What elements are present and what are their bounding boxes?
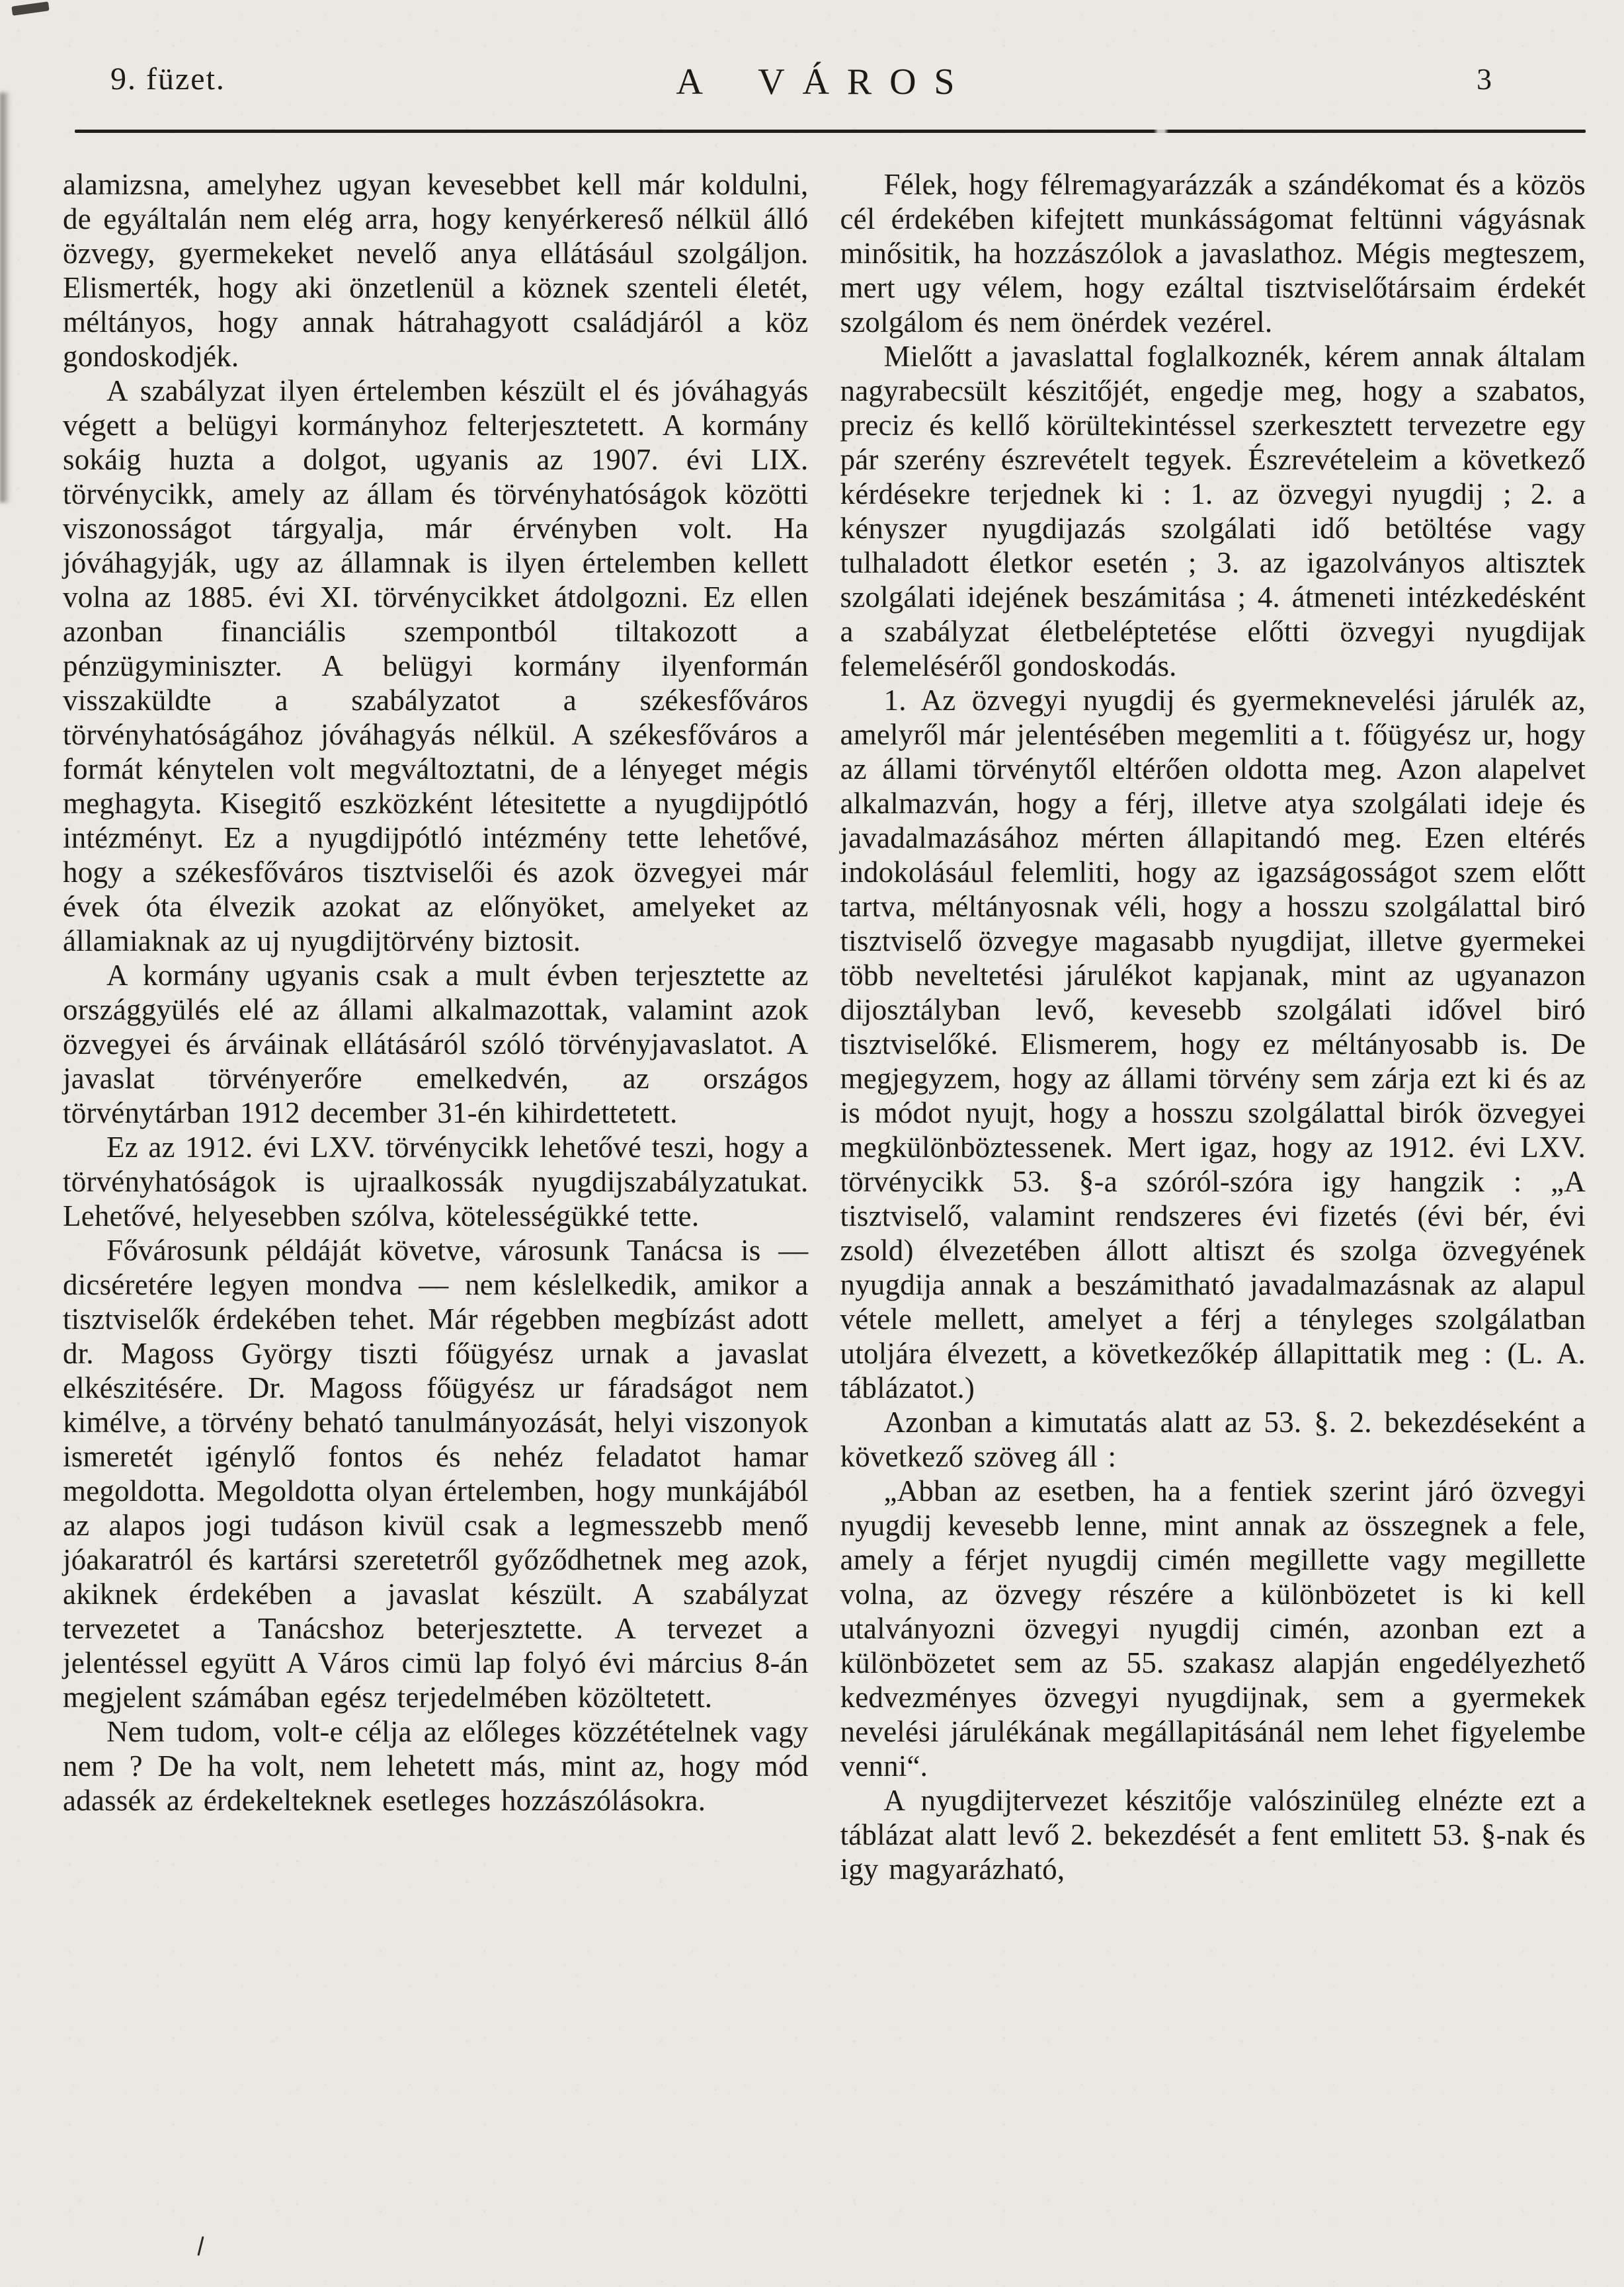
masthead [63,61,1586,112]
masthead-rule [75,130,1586,133]
right-column [840,167,1586,1886]
paragraph: A nyugdijtervezet készitője valószinüleg elnézte ezt a táblázat alatt levő 2. bekezdését a fent emlitett 53. §-nak és igy magyarázható, [840,1784,1586,1886]
issue-label: 9. füzet. [110,61,225,97]
paragraph: A kormány ugyanis csak a mult évben terjesztette az országgyülés elé az állami alkalmazottak, valamint azok özvegyei és árváinak ellátásáról szóló törvényjavaslatot. A javaslat törvényerőre emelkedvén, az országos törvénytárban 1912 december 31-én kihirdettetett. [63,959,809,1129]
paragraph: A szabályzat ilyen értelemben készült el és jóváhagyás végett a belügyi kormányhoz felterjesztetett. A kormány sokáig huzta a dolgot, ugyanis az 1907. évi LIX. törvénycikk, amely az állam és törvényhatóságok közötti viszonosságot tárgyalja, már érvényben volt. Ha jóváhagyják, ugy az államnak is ilyen értelemben kellett volna az 1885. évi XI. törvénycikket átdolgozni. Ez ellen azonban financiális szempontból tiltakozott a pénzügyminiszter. A belügyi kormány ilyenformán visszaküldte a szabályzatot a székesfőváros törvényhatóságához jóváhagyás nélkül. A székesfőváros a formát kénytelen volt megváltoztatni, de a lényeget mégis meghagyta. Kisegitő eszközként létesitette a nyugdijpótló intézményt. Ez a nyugdijpótló intézmény tette lehetővé, hogy a székesfőváros tisztviselői és azok özvegyei már évek óta élvezik azokat az előnyöket, amelyeket az államiaknak az uj nyugdijtörvény biztosit. [63,374,809,957]
paragraph: Félek, hogy félremagyarázzák a szándékomat és a közös cél érdekében kifejtett munkásságomat feltünni vágyásnak minősitik, ha hozzászólok a javaslathoz. Mégis megteszem, mert ugy vélem, hogy ezáltal tisztviselőtársaim érdekét szolgálom és nem önérdek vezérel. [840,168,1586,339]
paragraph: Ez az 1912. évi LXV. törvénycikk lehetővé teszi, hogy a törvényhatóságok is ujraalkossák nyugdijszabályzatukat. Lehetővé, helyesebben szólva, kötelességükké tette. [63,1131,809,1232]
article-body [63,167,1586,1886]
paragraph: 1. Az özvegyi nyugdij és gyermeknevelési járulék az, amelyről már jelentésében megemliti a t. főügyész ur, hogy az állami törvénytől eltérően oldotta meg. Azon alapelvet alkalmazván, hogy a férj, illetve atya szolgálati ideje és javadalmazásához mérten állapitandó meg. Ezen eltérés indokolásául felemliti, hogy az igazságosságot szem előtt tartva, méltányosnak véli, hogy a hosszu szolgálattal biró tisztviselő özvegye magasabb nyugdijat, illetve gyermekei több neveltetési járulékot kapjanak, mint az ugyanazon dijosztályban levő, kevesebb szolgálati idővel biró tisztviselőké. Elismerem, hogy ez méltányosabb is. De megjegyzem, hogy az állami törvény sem zárja ezt ki és az is módot nyujt, hogy a hosszu szolgálattal birók özvegyei megkülönböztessenek. Mert igaz, hogy az 1912. évi LXV. törvénycikk 53. §-a szóról-szóra igy hangzik : „A tisztviselő, valamint rendszeres évi fizetés (évi bér, évi zsold) élvezetében állott altiszt és szolga özvegyének nyugdija annak a beszámitható javadalmazásnak az alapul vétele mellett, amelyet a férj a tényleges szolgálatban utoljára élvezett, a következőkép állapittatik meg : (L. A. táblázatot.) [840,684,1586,1404]
paragraph: Azonban a kimutatás alatt az 53. §. 2. bekezdéseként a következő szöveg áll : [840,1406,1586,1473]
paragraph: alamizsna, amelyhez ugyan kevesebbet kell már koldulni, de egyáltalán nem elég arra, hogy kenyérkereső nélkül álló özvegy, gyermekeket nevelő anya ellátásául szolgáljon. Elismerték, hogy aki önzetlenül a köznek szenteli életét, méltányos, hogy annak hátrahagyott családjáról a köz gondoskodjék. [63,168,809,373]
page-number: 3 [1477,62,1492,96]
scan-artifact-mark [197,2236,204,2256]
paragraph: Fővárosunk példáját követve, városunk Tanácsa is — dicséretére legyen mondva — nem késlelkedik, amikor a tisztviselők érdekében tehet. Már régebben megbízást adott dr. Magoss György tiszti főügyész urnak a javaslat elkészitésére. Dr. Magoss főügyész ur fáradságot nem kimélve, a törvény beható tanulmányozását, helyi viszonyok ismeretét igénylő fontos és nehéz feladatot hamar megoldotta. Megoldotta olyan értelemben, hogy munkájából az alapos jogi tudáson kivül csak a legmesszebb menő jóakaratról és kartársi szeretetről győződhetnek meg azok, akiknek érdekében a javaslat készült. A szabályzat tervezetet a Tanácshoz beterjesztette. A tervezet a jelentéssel együtt A Város cimü lap folyó évi március 8-án megjelent számában egész terjedelmében közöltetett. [63,1234,809,1714]
page-title: A VÁROS [676,61,973,102]
paragraph: Nem tudom, volt-e célja az előleges közzétételnek vagy nem ? De ha volt, nem lehetett más, mint az, hogy mód adassék az érdekelteknek esetleges hozzászólásokra. [63,1715,809,1817]
paragraph: Mielőtt a javaslattal foglalkoznék, kérem annak általam nagyrabecsült készitőjét, engedje meg, hogy a szabatos, preciz és kellő körültekintéssel szerkesztett tervezetre egy pár szerény észrevételt tegyek. Észrevételeim a következő kérdésekre terjednek ki : 1. az özvegyi nyugdij ; 2. a kényszer nyugdijazás szolgálati idő betöltése vagy tulhaladott életkor esetén ; 3. az igazolványos altisztek szolgálati idejének beszámitása ; 4. átmeneti intézkedésként a szabályzat életbeléptetése előtti özvegyi nyugdijak felemeléséről gondoskodás. [840,340,1586,682]
paragraph: „Abban az esetben, ha a fentiek szerint járó özvegyi nyugdij kevesebb lenne, mint annak az összegnek a fele, amely a férjet nyugdij cimén megillette vagy megillette volna, az özvegy részére a különbözetet is ki kell utalványozni özvegyi nyugdij cimén, azonban ezt a különbözetet sem az 55. szakasz alapján engedélyezhető kedvezményes özvegyi nyugdijnak, sem a gyermekek nevelési járulékának megállapitásánál nem lehet figyelembe venni“. [840,1474,1586,1783]
left-column [63,167,809,1886]
